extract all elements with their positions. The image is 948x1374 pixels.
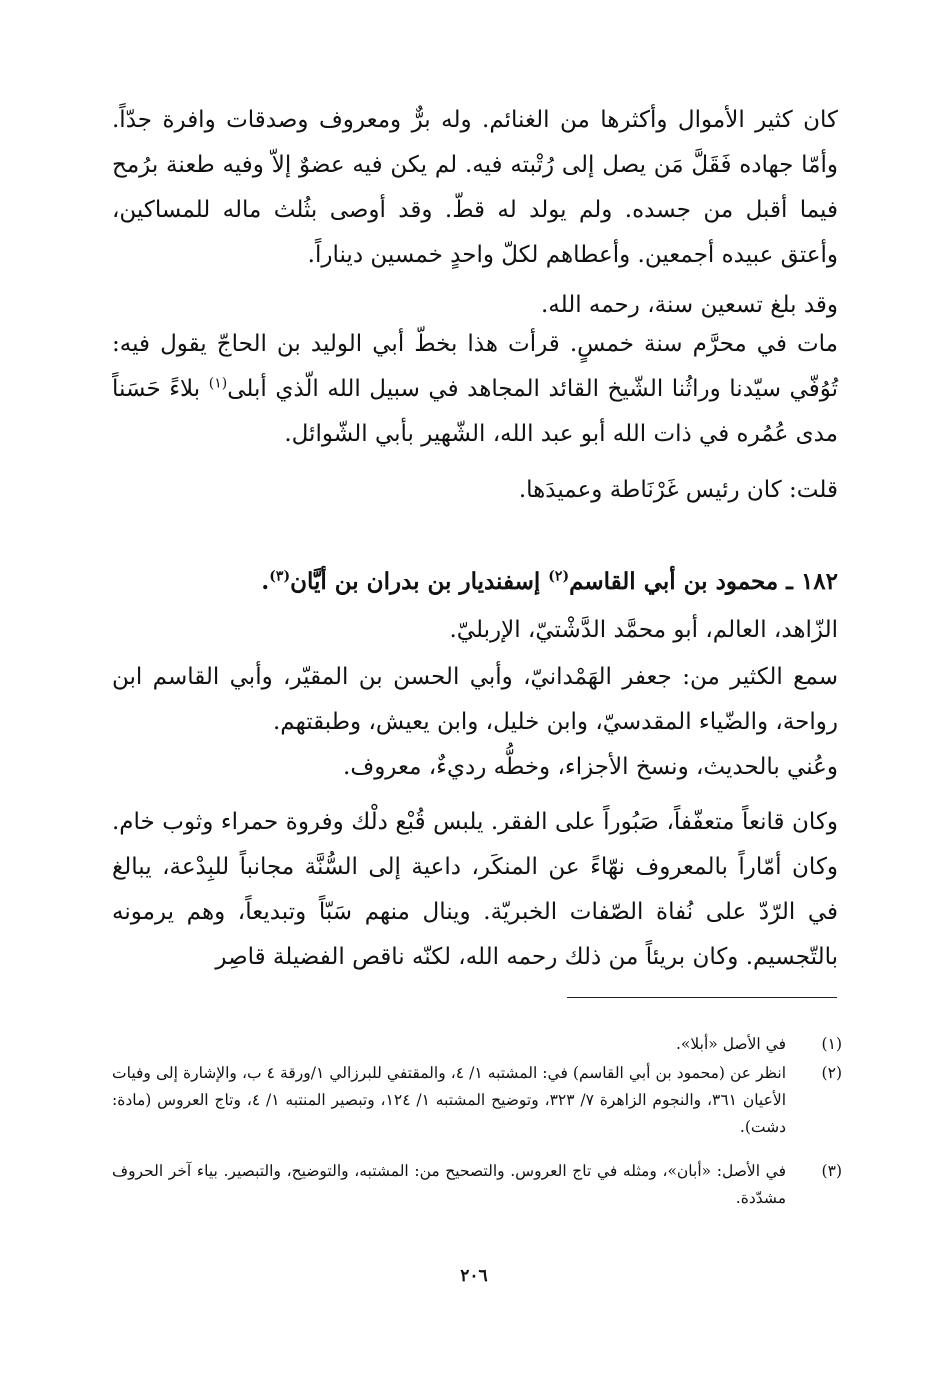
footnote-text: في الأصل «أبلا». — [676, 1035, 786, 1053]
entry-name-rest: إسفنديار بن بدران بن أيَّان — [290, 568, 549, 595]
paragraph-text: كان كثير الأموال وأكثرها من الغنائم. وله برٌّ ومعروف وصدقات وافرة جدّاً. وأمّا جهاده فَقَلَّ مَن يصل إلى رُتْبته فيه. لم يكن فيه عضوٌ إلاّ وفيه طعنة برُمح فيما أقبل من جسده. ولم يولد له قطّ. وقد أوصى بثُلث ماله للمساكين، وأعتق عبيده أجمعين. وأعطاهم لكلّ واحدٍ خمسين ديناراً. — [112, 107, 838, 268]
entry-title — [112, 559, 838, 604]
footnote-row — [112, 1060, 842, 1141]
footnote-2 — [112, 1060, 842, 1141]
paragraph-text: الزّاهد، العالم، أبو محمَّد الدَّشْتيّ، الإربليّ. — [449, 617, 838, 643]
paragraph-biography — [112, 98, 838, 278]
paragraph-teachers — [112, 655, 838, 745]
paragraph-hadith — [112, 745, 838, 790]
paragraph-text: قلت: كان رئيس غَرْنَاطة وعميدَها. — [518, 477, 838, 503]
entry-heading — [112, 559, 838, 604]
footnote-row — [112, 1031, 842, 1058]
paragraph-death — [112, 322, 838, 457]
paragraph-text: وقد بلغ تسعين سنة، رحمه الله. — [540, 292, 838, 318]
footnote-marker[interactable]: (١) — [208, 375, 228, 392]
footnote-1 — [112, 1031, 842, 1058]
footnote-number: (١) — [821, 1035, 842, 1053]
entry-end: . — [261, 568, 270, 595]
paragraph-epithets — [112, 608, 838, 653]
footnote-marker[interactable]: (٢) — [548, 568, 570, 585]
paragraph-text-part: بلاءً حَسَناً مدى عُمُره في ذات الله أبو عبد الله، الشّهير بأبي الشّوائل. — [112, 376, 838, 447]
footnote-text: انظر عن (محمود بن أبي القاسم) في: المشتبه ١/ ٤، والمقتفي للبرزالي ١/ورقة ٤ ب، والإشارة إلى وفيات الأعيان ٣٦١، والنجوم الزاهرة ٧/ ٣٢٣، وتوضيح المشتبه ١/ ١٢٤، وتبصير المنتبه ١/ ٤، وتاج العروس (مادة: دشت). — [112, 1064, 786, 1136]
footnote-3 — [112, 1158, 842, 1212]
footnote-divider — [567, 997, 837, 998]
entry-number-name: ١٨٢ ـ محمود بن أبي القاسم — [569, 568, 838, 595]
paragraph-character — [112, 800, 838, 980]
paragraph-note — [112, 468, 838, 513]
footnote-number: (٢) — [821, 1064, 842, 1082]
footnote-marker[interactable]: (٣) — [269, 568, 291, 585]
paragraph-text — [112, 322, 838, 457]
footnote-number: (٣) — [821, 1162, 842, 1180]
paragraph-text-part: مات في محرَّم سنة خمسٍ. قرأت هذا بخطّ أبي الوليد بن الحاجّ يقول فيه: تُوُفّي سيّدنا وراثُنا الشّيخ القائد المجاهد في سبيل الله الّذي أبلى — [112, 331, 838, 402]
paragraph-text: وعُني بالحديث، ونسخ الأجزاء، وخطُّه رديءٌ، معروف. — [343, 754, 838, 780]
paragraph-text: وكان قانعاً متعفّفاً، صَبُوراً على الفقر. يلبس قُبْع دلْك وفروة حمراء وثوب خام. وكان أمّاراً بالمعروف نهّاءً عن المنكَر، داعية إلى السُّنَّة مجانباً للبِدْعة، يبالغ في الرّدّ على نُفاة الصّفات الخبريّة. وينال منهم سَبّاً وتبديعاً، وهم يرمونه بالتّجسيم. وكان بريئاً من ذلك رحمه الله، لكنّه ناقص الفضيلة قاصِر — [112, 809, 838, 970]
page-number: ٢٠٦ — [460, 1266, 488, 1286]
footnote-row — [112, 1158, 842, 1212]
footnote-text: في الأصل: «أبان»، ومثله في تاج العروس. والتصحيح من: المشتبه، والتوضيح، والتبصير. بياء آخر الحروف مشدّدة. — [112, 1162, 786, 1207]
paragraph-text: سمع الكثير من: جعفر الهَمْدانيّ، وأبي الحسن بن المقيّر، وأبي القاسم ابن رواحة، والضّياء المقدسيّ، وابن خليل، وابن يعيش، وطبقتهم. — [112, 664, 838, 735]
